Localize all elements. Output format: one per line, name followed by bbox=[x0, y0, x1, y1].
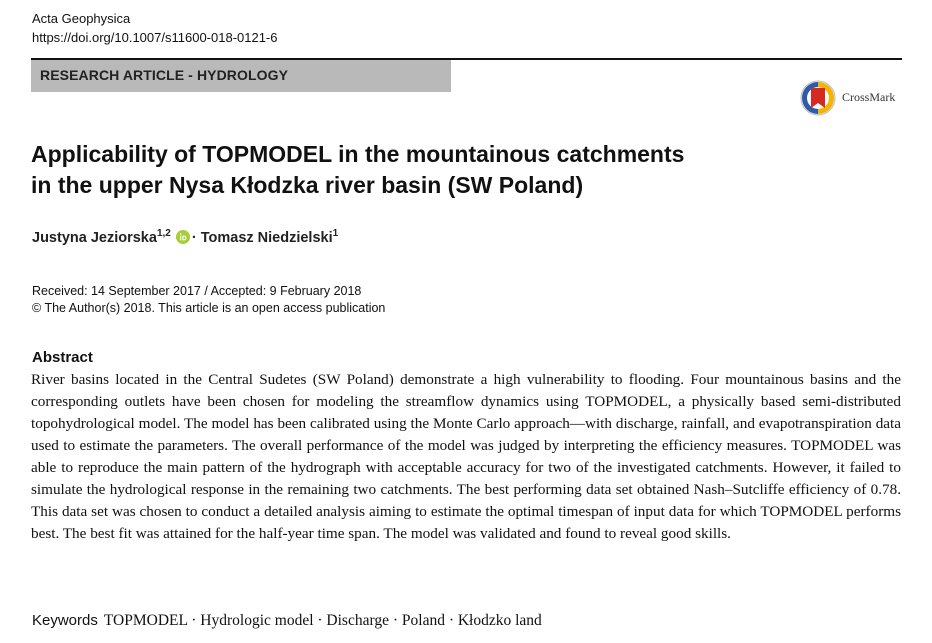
author-name: Tomasz Niedzielski bbox=[200, 230, 333, 246]
author-affiliation: 1,2 bbox=[156, 228, 171, 239]
section-banner bbox=[31, 60, 451, 92]
crossmark-label: CrossMark bbox=[842, 90, 896, 104]
journal-name: Acta Geophysica bbox=[32, 11, 131, 26]
crossmark-icon bbox=[800, 80, 836, 116]
doi-link[interactable]: https://doi.org/10.1007/s11600-018-0121-6 bbox=[32, 30, 278, 45]
author-list bbox=[32, 228, 338, 246]
author-separator: · bbox=[191, 230, 197, 246]
abstract-heading: Abstract bbox=[32, 349, 93, 366]
author-name: Justyna Jeziorska bbox=[32, 230, 157, 246]
title-line-1: Applicability of TOPMODEL in the mountainous catchments bbox=[31, 141, 685, 167]
title-line-2: in the upper Nysa Kłodzka river basin (SW Poland) bbox=[31, 172, 584, 198]
received-accepted-dates: Received: 14 September 2017 / Accepted: 9 February 2018 bbox=[32, 284, 362, 298]
keywords-heading: Keywords bbox=[32, 612, 98, 629]
abstract-text: River basins located in the Central Sudetes (SW Poland) demonstrate a high vulnerability to flooding. Four mountainous basins and the corresponding outlets have been chosen for modeling the streamflow dynamics using TOPMODEL, a physically based semi-distributed topohydrological model. The model has been calibrated using the Monte Carlo approach—with discharge, rainfall, and evapotranspiration data used to estimate the parameters. The overall performance of the model was judged by interpreting the efficiency measures. TOPMODEL was able to reproduce the main pattern of the hydrograph with acceptable accuracy for two of the investigated catchments. However, it failed to simulate the hydrological response in the remaining two catchments. The best performing data set obtained Nash–Sutcliffe efficiency of 0.78. This data set was chosen to conduct a detailed analysis aiming to estimate the optimal timespan of input data for which TOPMODEL performs best. The best fit was attained for the half-year time span. The model was validated and found to reveal good skills. bbox=[31, 371, 901, 542]
section-label: RESEARCH ARTICLE - HYDROLOGY bbox=[40, 67, 289, 83]
article-title bbox=[31, 139, 851, 201]
copyright-notice: © The Author(s) 2018. This article is an open access publication bbox=[32, 301, 386, 315]
keywords-list: TOPMODEL · Hydrologic model · Discharge · Poland · Kłodzko land bbox=[103, 612, 542, 629]
author-affiliation: 1 bbox=[332, 228, 339, 239]
crossmark-badge[interactable] bbox=[800, 80, 905, 118]
keywords-line bbox=[32, 612, 542, 630]
orcid-icon[interactable] bbox=[176, 230, 190, 244]
